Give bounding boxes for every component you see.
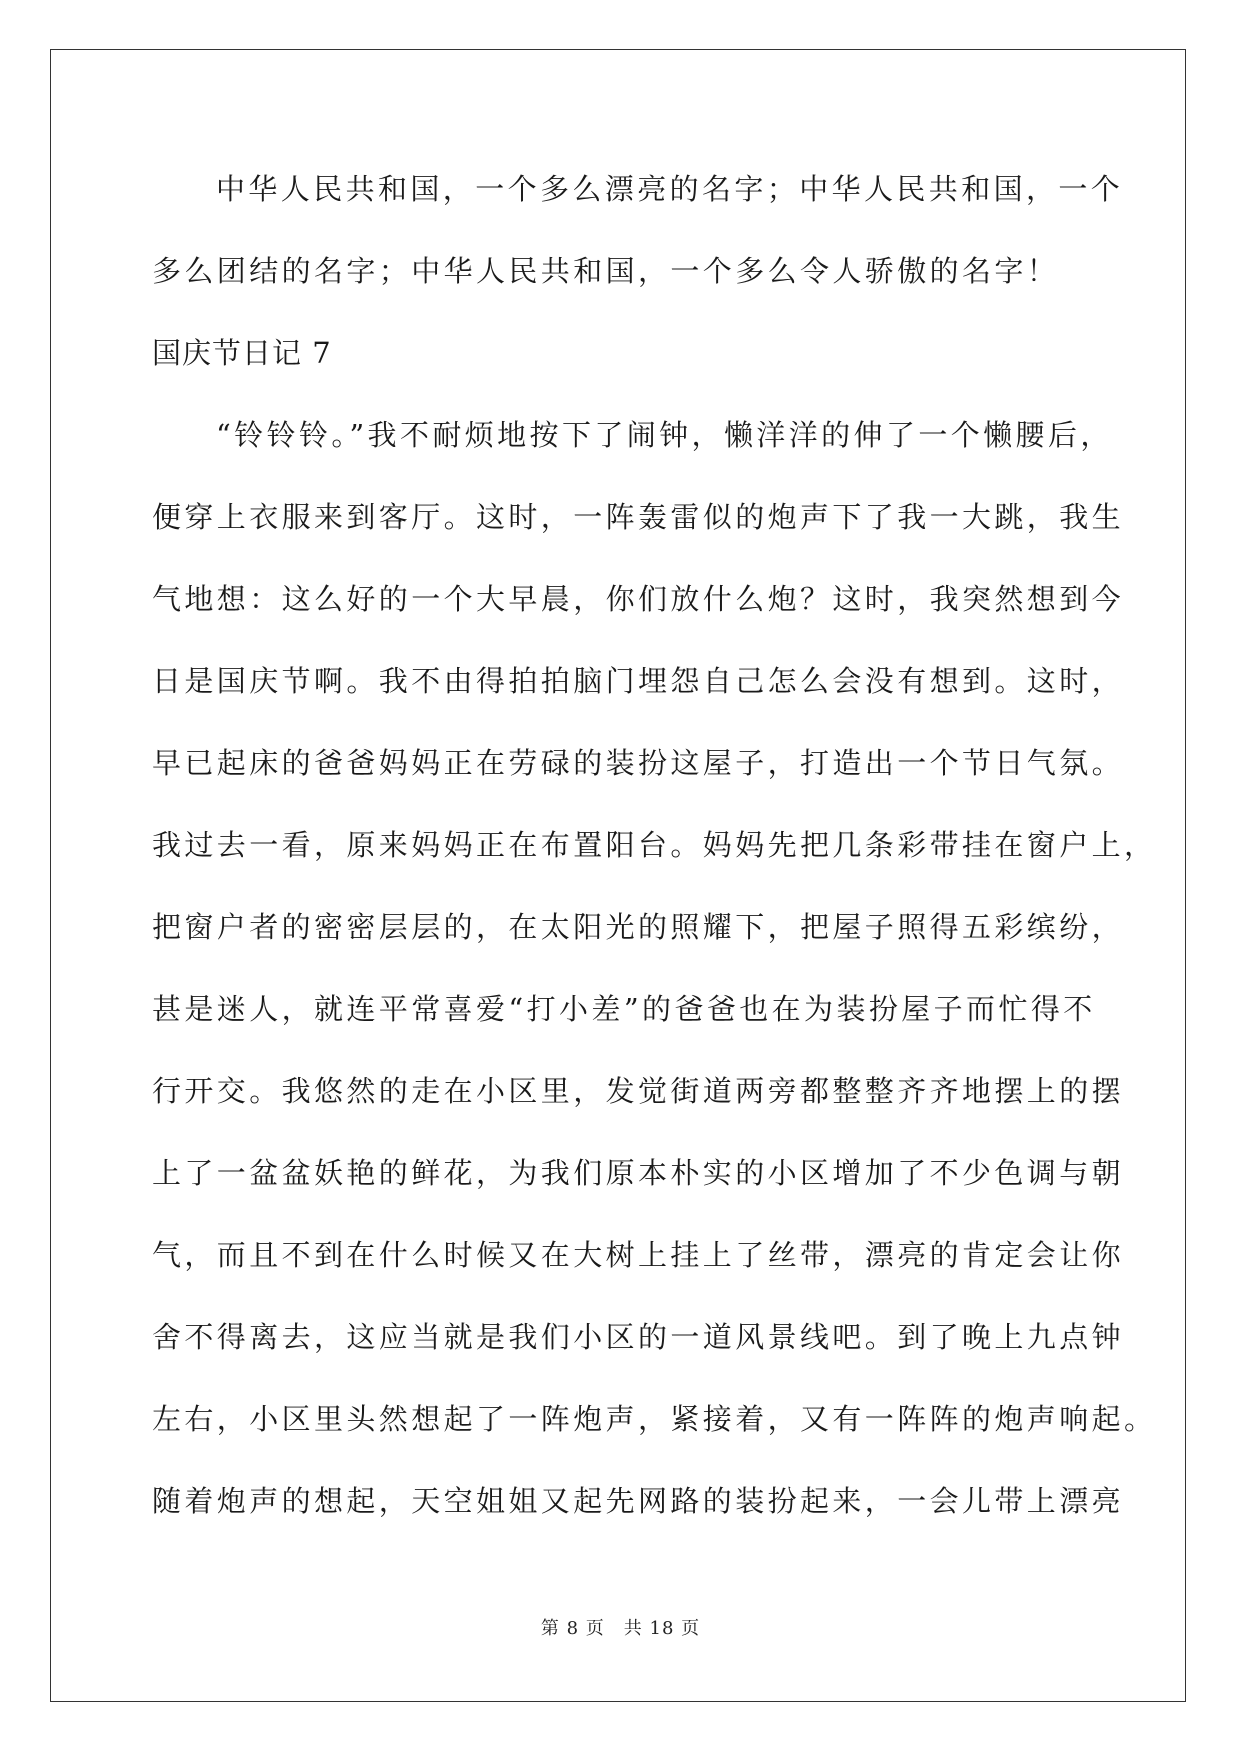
paragraph-line: “铃铃铃。”我不耐烦地按下了闹钟，懒洋洋的伸了一个懒腰后，	[216, 418, 1113, 452]
document-body	[152, 164, 1157, 1558]
paragraph-line: 早已起床的爸爸妈妈正在劳碌的装扮这屋子，打造出一个节日气氛。	[152, 746, 1125, 780]
page-number: 第 8 页 共 18 页	[540, 1618, 701, 1639]
paragraph-line: 中华人民共和国，一个多么漂亮的名字；中华人民共和国，一个	[216, 172, 1124, 206]
paragraph-line: 气地想：这么好的一个大早晨，你们放什么炮？这时，我突然想到今	[152, 582, 1125, 616]
paragraph-line: 舍不得离去，这应当就是我们小区的一道风景线吧。到了晚上九点钟	[152, 1320, 1125, 1354]
paragraph-line: 上了一盆盆妖艳的鲜花，为我们原本朴实的小区增加了不少色调与朝	[152, 1156, 1125, 1190]
paragraph-line: 多么团结的名字；中华人民共和国，一个多么令人骄傲的名字！	[152, 254, 1060, 288]
paragraph-line: 行开交。我悠然的走在小区里，发觉街道两旁都整整齐齐地摆上的摆	[152, 1074, 1125, 1108]
paragraph-line: 便穿上衣服来到客厅。这时，一阵轰雷似的炮声下了我一大跳，我生	[152, 500, 1125, 534]
paragraph-line: 把窗户者的密密层层的，在太阳光的照耀下，把屋子照得五彩缤纷，	[152, 910, 1125, 944]
paragraph-line: 日是国庆节啊。我不由得拍拍脑门埋怨自己怎么会没有想到。这时，	[152, 664, 1125, 698]
paragraph-line: 随着炮声的想起，天空姐姐又起先网路的装扮起来，一会儿带上漂亮	[152, 1484, 1125, 1518]
section-heading: 国庆节日记 7	[152, 336, 332, 370]
paragraph-line: 左右，小区里头然想起了一阵炮声，紧接着，又有一阵阵的炮声响起。	[152, 1402, 1157, 1436]
paragraph-line: 气，而且不到在什么时候又在大树上挂上了丝带，漂亮的肯定会让你	[152, 1238, 1125, 1272]
paragraph-line: 我过去一看，原来妈妈正在布置阳台。妈妈先把几条彩带挂在窗户上，	[152, 828, 1157, 862]
paragraph-line: 甚是迷人，就连平常喜爱“打小差”的爸爸也在为装扮屋子而忙得不	[152, 992, 1096, 1026]
